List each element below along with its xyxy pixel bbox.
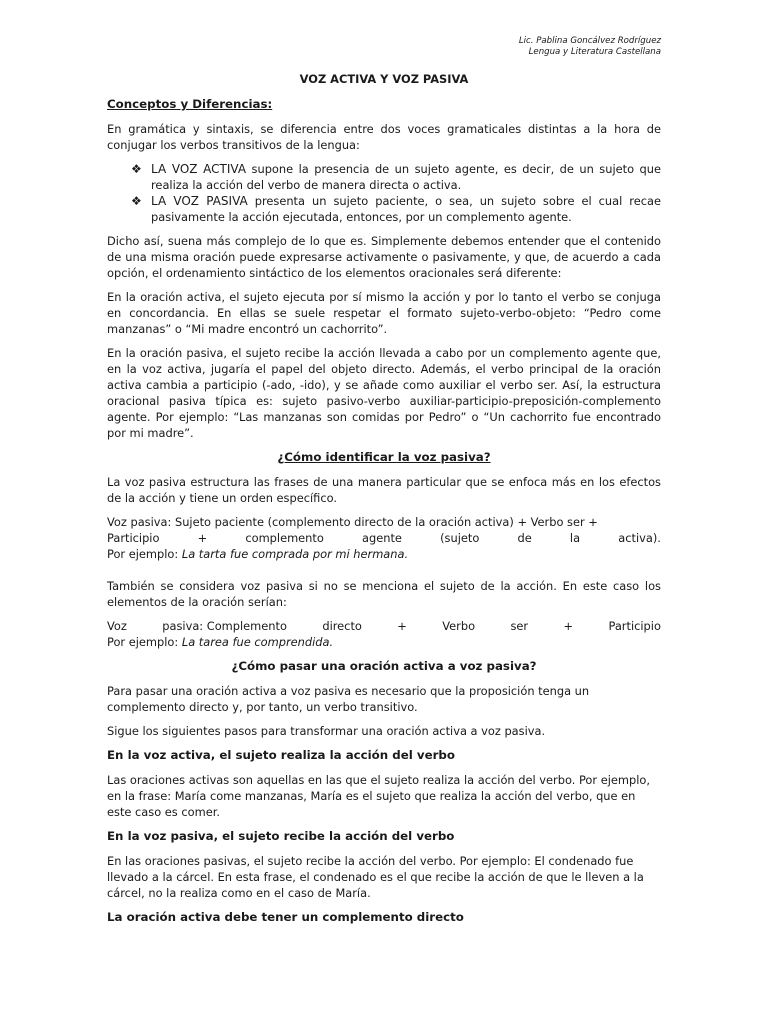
formula-word: + bbox=[397, 619, 407, 633]
paragraph-pasiva: En la oración pasiva, el sujeto recibe la acción llevada a cabo por un complemento agente que, en la voz activa, jugaría el papel del objeto directo. Además, el verbo principal de la oración activa cambia a participio (-ado, -ido), y se añade como auxiliar el verbo ser. Así, la estructura oracional pasiva típica es: sujeto pasivo-verbo auxiliar-participio-preposición-complemento agente. Por ejemplo: “Las manzanas son comidas por Pedro” o “Un cachorrito fue encontrado por mi madre”. bbox=[107, 346, 661, 440]
bullet-voz-pasiva bbox=[131, 193, 661, 225]
formula-word: de bbox=[517, 531, 532, 545]
paragraph-estructura: La voz pasiva estructura las frases de una manera particular que se enfoca más en los efectos de la acción y tiene un orden específico. bbox=[107, 475, 661, 505]
example-prefix: Por ejemplo: bbox=[107, 635, 182, 649]
formula-line-justified bbox=[107, 530, 661, 546]
formula-word: (sujeto bbox=[440, 531, 480, 545]
subheading-voz-activa: En la voz activa, el sujeto realiza la acción del verbo bbox=[107, 748, 455, 762]
bullet-text: presenta un sujeto paciente, o sea, un sujeto sobre el cual recae pasivamente la acción ejecutada, entonces, por un complemento agente. bbox=[151, 194, 661, 224]
formula-sin-sujeto bbox=[107, 618, 661, 650]
section-heading-identificar: ¿Cómo identificar la voz pasiva? bbox=[277, 450, 491, 464]
paragraph-sigue: Sigue los siguientes pasos para transformar una oración activa a voz pasiva. bbox=[107, 724, 546, 738]
section-heading-conceptos: Conceptos y Diferencias: bbox=[107, 97, 273, 111]
paragraph-dicho: Dicho así, suena más complejo de lo que es. Simplemente debemos entender que el contenido de una misma oración puede expresarse activamente o pasivamente, y que, de acuerdo a cada opción, el ordenamiento sintáctico de los elementos oracionales será diferente: bbox=[107, 234, 661, 280]
formula-example bbox=[107, 546, 661, 562]
formula-word: complemento bbox=[245, 531, 324, 545]
example-sentence: La tarta fue comprada por mi hermana. bbox=[181, 547, 409, 561]
formula-line-justified bbox=[107, 618, 661, 634]
paragraph-activa: En la oración activa, el sujeto ejecuta por sí mismo la acción y por lo tanto el verbo se conjuga en concordancia. En ellas se suele respetar el formato sujeto-verbo-objeto: “Pedro come manzanas” o “Mi madre encontró un cachorrito”. bbox=[107, 290, 661, 336]
page-header bbox=[519, 36, 661, 58]
document-body bbox=[107, 96, 661, 934]
section-heading-pasar: ¿Cómo pasar una oración activa a voz pasiva? bbox=[231, 659, 537, 673]
formula-word: pasiva: Complemento bbox=[162, 619, 287, 633]
bullet-voz-activa bbox=[131, 161, 661, 193]
formula-word: activa). bbox=[618, 531, 661, 545]
intro-paragraph: En gramática y sintaxis, se diferencia entre dos voces gramaticales distintas a la hora de conjugar los verbos transitivos de la lengua: bbox=[107, 122, 661, 152]
formula-voz-pasiva bbox=[107, 514, 661, 570]
example-prefix: Por ejemplo: bbox=[107, 547, 182, 561]
formula-word: Verbo bbox=[442, 619, 476, 633]
subheading-complemento-directo: La oración activa debe tener un complemento directo bbox=[107, 910, 464, 924]
formula-word: + bbox=[563, 619, 574, 633]
paragraph-pasar: Para pasar una oración activa a voz pasiva es necesario que la proposición tenga un complemento directo y, por tanto, un verbo transitivo. bbox=[107, 684, 590, 714]
formula-example bbox=[107, 634, 661, 650]
example-sentence: La tarea fue comprendida. bbox=[181, 635, 334, 649]
paragraph-tambien: También se considera voz pasiva si no se menciona el sujeto de la acción. En este caso los elementos de la oración serían: bbox=[107, 579, 661, 609]
header-author: Lic. Pablina Goncálvez Rodríguez bbox=[518, 36, 661, 46]
formula-word: directo bbox=[322, 619, 362, 633]
formula-line: Voz pasiva: Sujeto paciente (complemento directo de la oración activa) + Verbo ser + bbox=[107, 515, 598, 529]
formula-word: la bbox=[569, 531, 581, 545]
bullet-label: LA VOZ ACTIVA bbox=[151, 162, 247, 176]
bullet-label: LA VOZ PASIVA bbox=[151, 194, 248, 208]
formula-word: + bbox=[197, 531, 208, 545]
bullet-text: supone la presencia de un sujeto agente, es decir, de un sujeto que realiza la acción del verbo de manera directa o activa. bbox=[151, 162, 661, 192]
diamond-bullet-icon: ❖ bbox=[131, 162, 142, 176]
formula-word: Voz bbox=[107, 619, 127, 633]
paragraph-voz-pasiva: En las oraciones pasivas, el sujeto recibe la acción del verbo. Por ejemplo: El condenado fue llevado a la cárcel. En esta frase, el condenado es el que recibe la acción de que le lleven a la cárcel, no la realiza como en el caso de María. bbox=[107, 854, 644, 900]
formula-word: Participio bbox=[107, 531, 160, 545]
subheading-voz-pasiva: En la voz pasiva, el sujeto recibe la acción del verbo bbox=[107, 829, 455, 843]
document-title: VOZ ACTIVA Y VOZ PASIVA bbox=[299, 72, 469, 86]
paragraph-voz-activa: Las oraciones activas son aquellas en las que el sujeto realiza la acción del verbo. Por ejemplo, en la frase: María come manzanas, María es el sujeto que realiza la acción del verbo, que en este caso es comer. bbox=[107, 773, 650, 819]
header-subject: Lengua y Literatura Castellana bbox=[528, 47, 661, 57]
formula-word: ser bbox=[510, 619, 529, 633]
formula-word: Participio bbox=[608, 619, 661, 633]
voice-bullet-list bbox=[131, 161, 661, 225]
diamond-bullet-icon: ❖ bbox=[131, 194, 142, 208]
formula-word: agente bbox=[362, 531, 402, 545]
